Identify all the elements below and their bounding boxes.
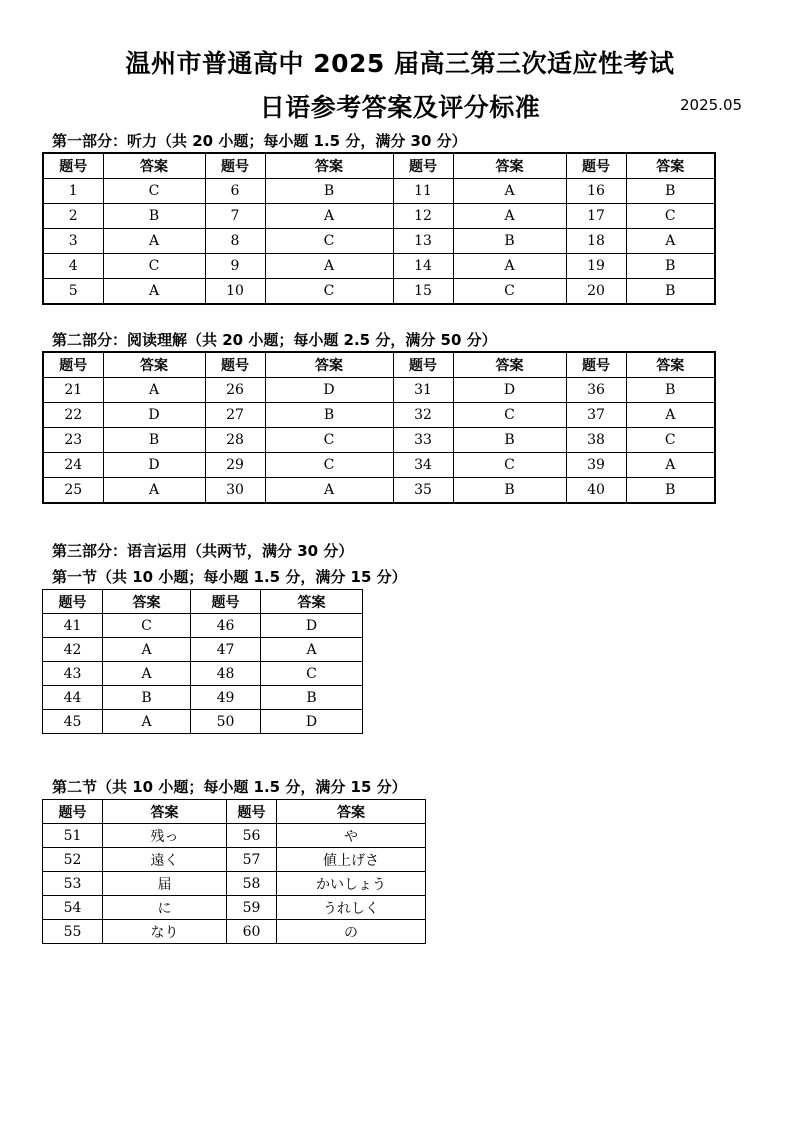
question-number: 8 [205,229,265,254]
part3-section1-title: 第一节（共 10 小题；每小题 1.5 分，满分 15 分） [52,568,407,586]
question-number: 14 [393,254,453,279]
question-number: 31 [393,378,453,403]
col-header-answer: 答案 [261,590,363,614]
question-number: 45 [43,710,103,734]
table-row [43,179,715,204]
col-header-answer: 答案 [103,590,191,614]
part1-title: 第一部分：听力（共 20 小题；每小题 1.5 分，满分 30 分） [52,132,467,150]
part3-section2-answer-table [42,799,426,944]
answer-cell: C [103,254,205,279]
question-number: 7 [205,204,265,229]
question-number: 22 [43,403,103,428]
part3-section2-title: 第二节（共 10 小题；每小题 1.5 分，满分 15 分） [52,778,407,796]
answer-cell: A [261,638,363,662]
part2-title: 第二部分：阅读理解（共 20 小题；每小题 2.5 分，满分 50 分） [52,331,497,349]
col-header-answer: 答案 [265,153,393,179]
table-row [43,204,715,229]
question-number: 29 [205,453,265,478]
answer-cell: C [265,453,393,478]
answer-cell: A [103,710,191,734]
question-number: 54 [43,896,103,920]
answer-cell: C [265,229,393,254]
question-number: 20 [566,279,626,305]
table-header-row [43,800,426,824]
answer-cell: B [453,478,566,504]
table-row [43,614,363,638]
table-row [43,229,715,254]
answer-cell: B [626,478,715,504]
answer-cell: A [103,662,191,686]
question-number: 23 [43,428,103,453]
part2-answer-table [42,351,716,504]
question-number: 1 [43,179,103,204]
question-number: 34 [393,453,453,478]
col-header-answer: 答案 [277,800,426,824]
question-number: 15 [393,279,453,305]
table-row [43,710,363,734]
question-number: 52 [43,848,103,872]
table-row [43,478,715,504]
answer-cell: D [261,614,363,638]
answer-cell: C [265,428,393,453]
col-header-answer: 答案 [103,352,205,378]
answer-cell: B [265,179,393,204]
table-row [43,403,715,428]
question-number: 42 [43,638,103,662]
answer-cell: B [261,686,363,710]
answer-cell: B [103,204,205,229]
answer-key-subtitle: 日语参考答案及评分标准 [259,93,541,122]
question-number: 49 [191,686,261,710]
table-header-row [43,153,715,179]
col-header-number: 题号 [43,800,103,824]
answer-cell: 遠く [103,848,227,872]
answer-cell: なり [103,920,227,944]
answer-cell: A [103,279,205,305]
question-number: 2 [43,204,103,229]
col-header-number: 题号 [393,153,453,179]
question-number: 11 [393,179,453,204]
table-row [43,848,426,872]
answer-cell: A [265,204,393,229]
answer-cell: A [265,478,393,504]
answer-cell: うれしく [277,896,426,920]
col-header-number: 题号 [227,800,277,824]
question-number: 36 [566,378,626,403]
question-number: 18 [566,229,626,254]
answer-cell: C [626,428,715,453]
col-header-number: 题号 [43,352,103,378]
col-header-answer: 答案 [453,352,566,378]
question-number: 60 [227,920,277,944]
exam-date: 2025.05 [680,96,743,114]
answer-cell: B [453,428,566,453]
col-header-number: 题号 [43,590,103,614]
col-header-answer: 答案 [453,153,566,179]
question-number: 5 [43,279,103,305]
answer-cell: C [265,279,393,305]
question-number: 46 [191,614,261,638]
answer-cell: A [453,179,566,204]
question-number: 6 [205,179,265,204]
question-number: 9 [205,254,265,279]
answer-cell: B [265,403,393,428]
col-header-answer: 答案 [103,153,205,179]
table-header-row [43,352,715,378]
table-row [43,279,715,305]
answer-cell: B [626,254,715,279]
answer-cell: D [453,378,566,403]
answer-cell: A [626,453,715,478]
question-number: 30 [205,478,265,504]
answer-cell: D [265,378,393,403]
question-number: 21 [43,378,103,403]
answer-cell: B [626,179,715,204]
question-number: 33 [393,428,453,453]
table-row [43,896,426,920]
question-number: 59 [227,896,277,920]
question-number: 16 [566,179,626,204]
answer-cell: A [103,478,205,504]
question-number: 10 [205,279,265,305]
answer-cell: A [103,638,191,662]
question-number: 3 [43,229,103,254]
answer-cell: C [453,279,566,305]
col-header-answer: 答案 [265,352,393,378]
answer-cell: 届 [103,872,227,896]
question-number: 43 [43,662,103,686]
answer-cell: C [103,614,191,638]
question-number: 44 [43,686,103,710]
col-header-number: 题号 [205,352,265,378]
answer-cell: C [261,662,363,686]
question-number: 51 [43,824,103,848]
question-number: 17 [566,204,626,229]
question-number: 28 [205,428,265,453]
question-number: 12 [393,204,453,229]
col-header-answer: 答案 [626,153,715,179]
answer-cell: C [103,179,205,204]
table-row [43,428,715,453]
answer-cell: A [453,254,566,279]
question-number: 27 [205,403,265,428]
question-number: 57 [227,848,277,872]
col-header-answer: 答案 [626,352,715,378]
answer-cell: C [453,453,566,478]
table-row [43,254,715,279]
question-number: 4 [43,254,103,279]
answer-cell: D [261,710,363,734]
answer-cell: A [626,403,715,428]
answer-cell: D [103,403,205,428]
col-header-number: 题号 [205,153,265,179]
table-row [43,638,363,662]
question-number: 37 [566,403,626,428]
table-header-row [43,590,363,614]
answer-cell: B [103,428,205,453]
answer-cell: B [453,229,566,254]
answer-cell: や [277,824,426,848]
answer-cell: の [277,920,426,944]
table-row [43,686,363,710]
answer-cell: A [265,254,393,279]
col-header-number: 题号 [566,352,626,378]
table-row [43,662,363,686]
answer-cell: に [103,896,227,920]
answer-cell: かいしょう [277,872,426,896]
answer-cell: A [626,229,715,254]
answer-cell: B [626,378,715,403]
answer-cell: C [453,403,566,428]
col-header-number: 题号 [393,352,453,378]
question-number: 13 [393,229,453,254]
question-number: 47 [191,638,261,662]
question-number: 39 [566,453,626,478]
answer-cell: A [103,229,205,254]
col-header-answer: 答案 [103,800,227,824]
question-number: 38 [566,428,626,453]
part1-answer-table [42,152,716,305]
question-number: 19 [566,254,626,279]
question-number: 50 [191,710,261,734]
answer-cell: B [103,686,191,710]
part3-title: 第三部分：语言运用（共两节，满分 30 分） [52,542,354,560]
answer-cell: C [626,204,715,229]
answer-cell: A [103,378,205,403]
question-number: 48 [191,662,261,686]
answer-cell: 値上げさ [277,848,426,872]
question-number: 55 [43,920,103,944]
table-row [43,920,426,944]
exam-title: 温州市普通高中 2025 届高三第三次适应性考试 [125,49,675,78]
question-number: 58 [227,872,277,896]
question-number: 25 [43,478,103,504]
part3-section1-answer-table [42,589,363,734]
table-row [43,378,715,403]
table-row [43,872,426,896]
col-header-number: 题号 [566,153,626,179]
col-header-number: 题号 [43,153,103,179]
answer-cell: A [453,204,566,229]
question-number: 24 [43,453,103,478]
answer-cell: D [103,453,205,478]
question-number: 35 [393,478,453,504]
question-number: 56 [227,824,277,848]
question-number: 53 [43,872,103,896]
question-number: 32 [393,403,453,428]
answer-cell: 残っ [103,824,227,848]
question-number: 26 [205,378,265,403]
table-row [43,824,426,848]
answer-cell: B [626,279,715,305]
question-number: 41 [43,614,103,638]
col-header-number: 题号 [191,590,261,614]
table-row [43,453,715,478]
question-number: 40 [566,478,626,504]
